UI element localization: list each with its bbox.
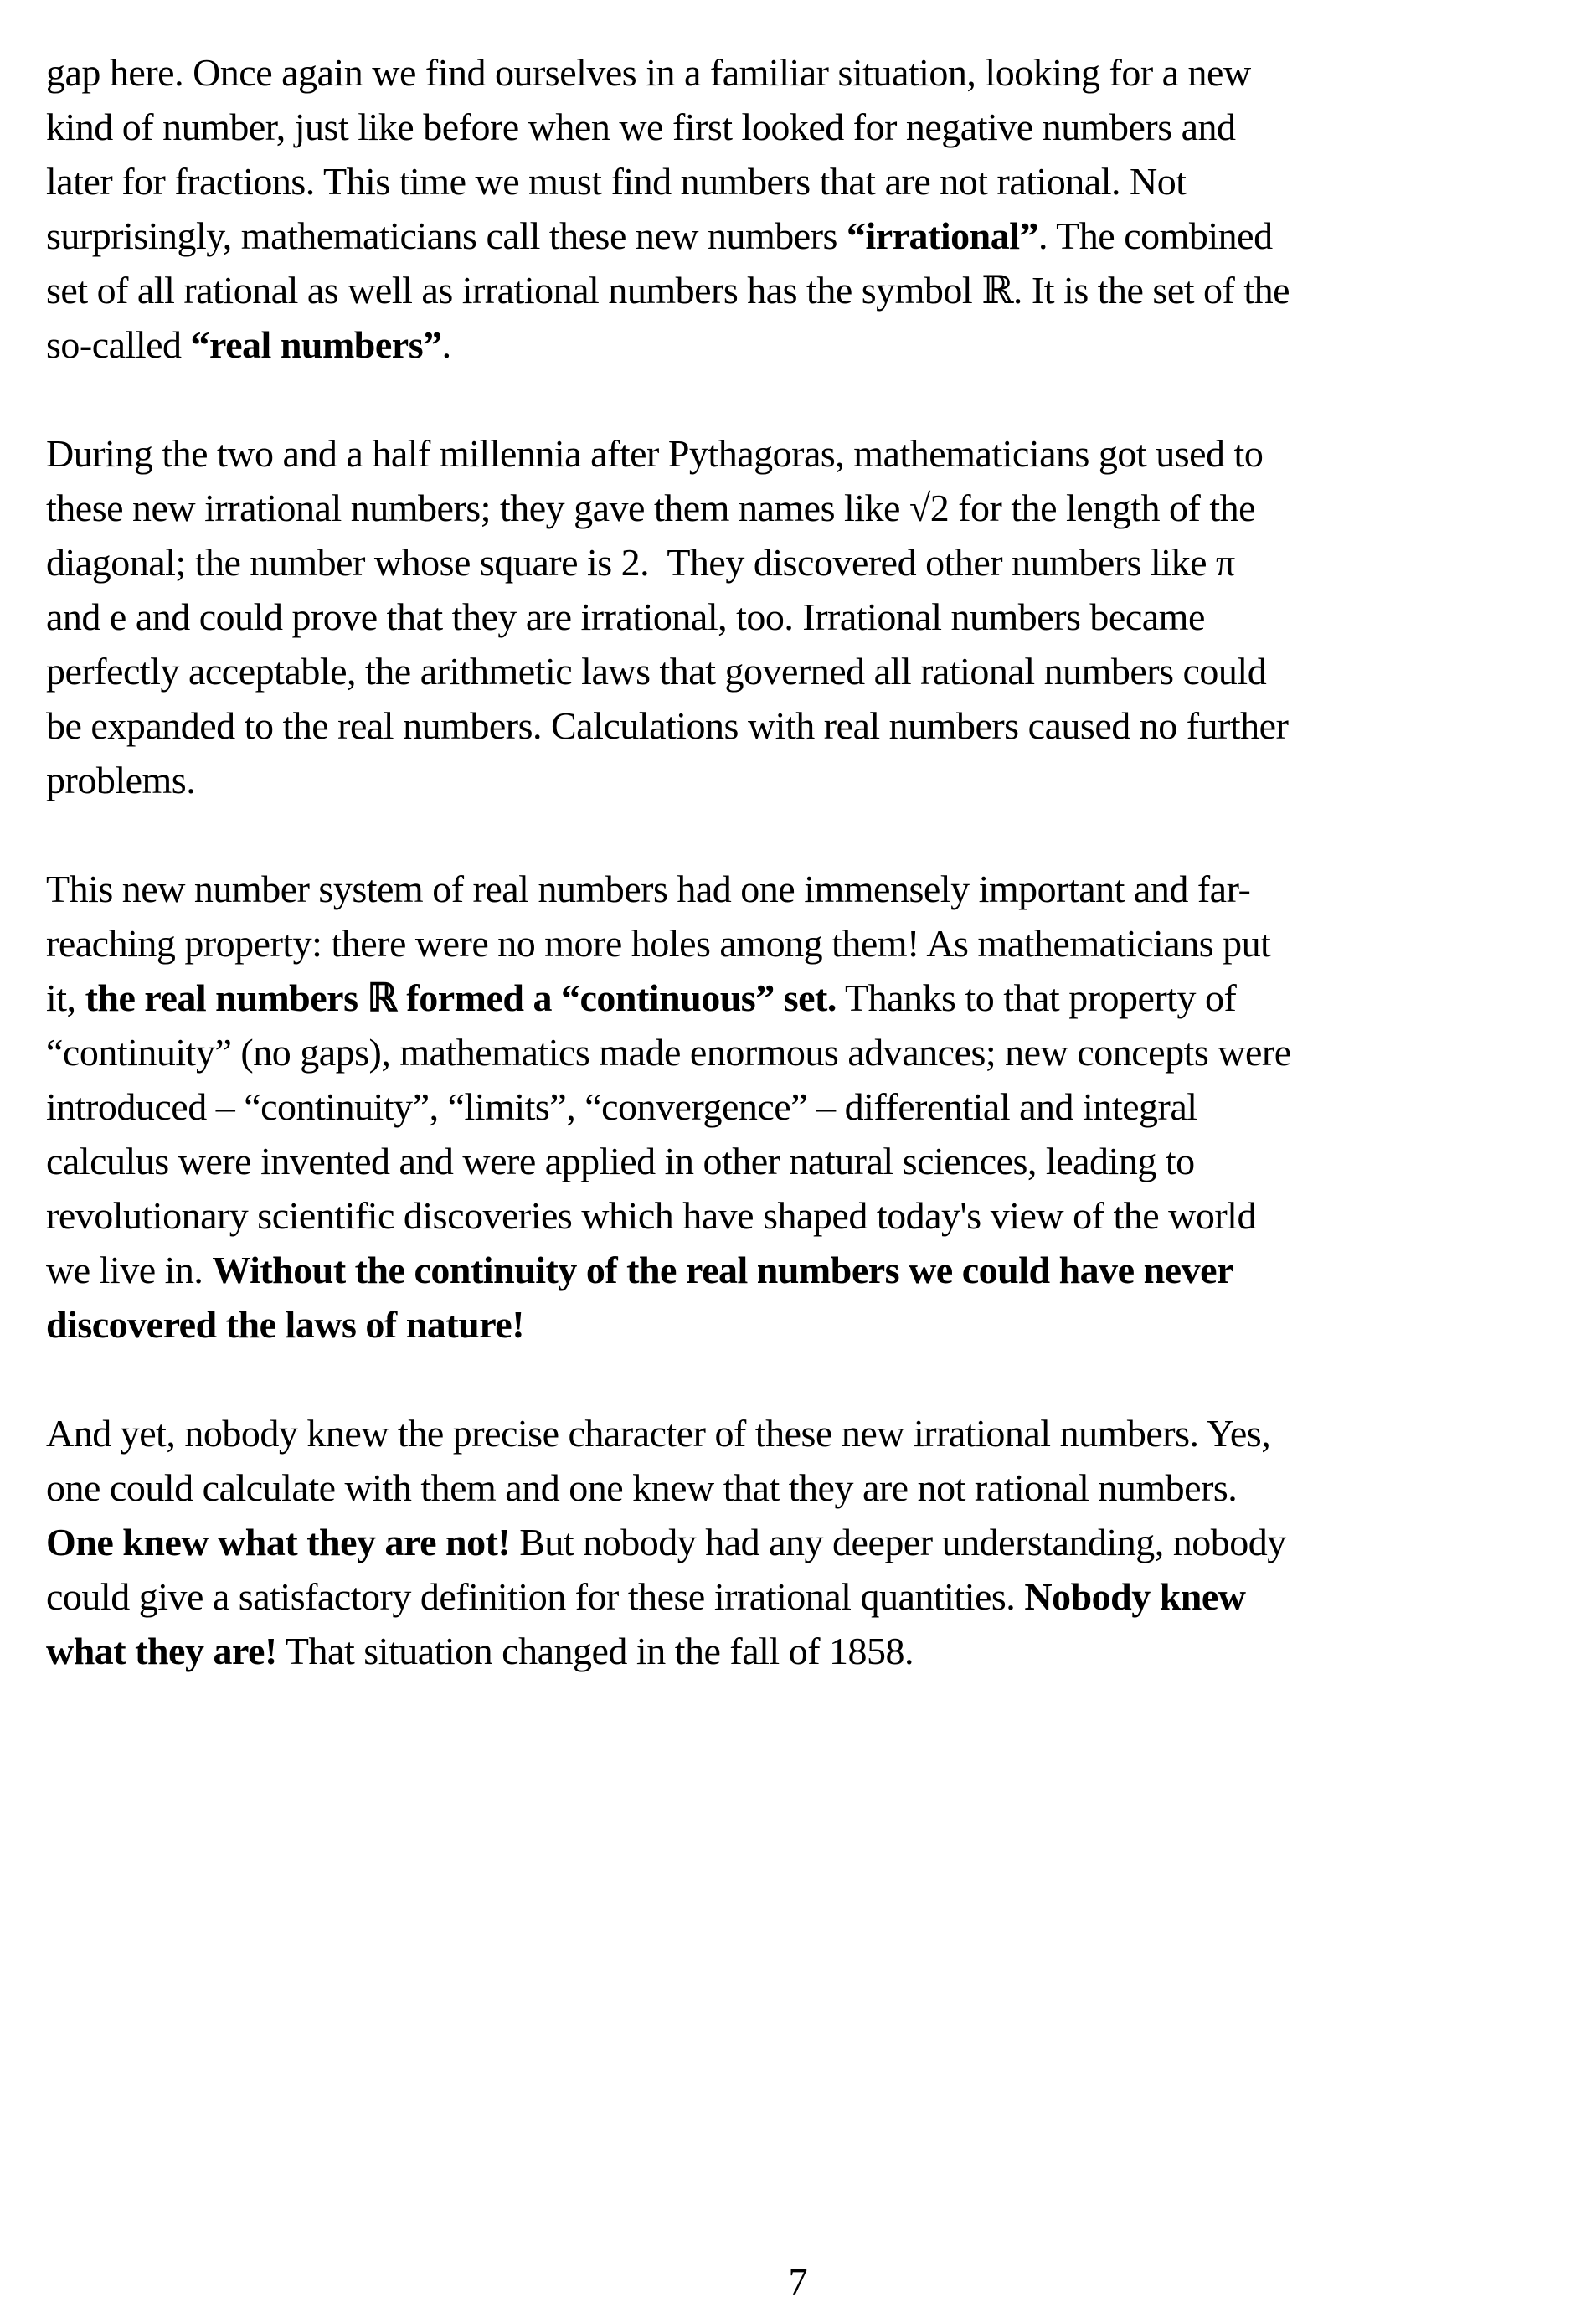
text-line: [46, 1134, 1566, 1188]
text-line: [46, 154, 1566, 209]
text-run: But nobody had any deeper understanding, nobody: [510, 1521, 1286, 1563]
text-run: later for fractions. This time we must find numbers that are not rational. Not: [46, 160, 1187, 203]
paragraph: [46, 1406, 1566, 1678]
bold-text-run: “irrational”: [846, 214, 1039, 257]
text-line: [46, 317, 1566, 372]
text-run: perfectly acceptable, the arithmetic laws that governed all rational numbers could: [46, 650, 1267, 693]
text-line: [46, 1297, 1566, 1352]
text-run: revolutionary scientific discoveries which have shaped today's view of the world: [46, 1194, 1256, 1237]
text-run: be expanded to the real numbers. Calculations with real numbers caused no further: [46, 704, 1289, 747]
text-line: [46, 971, 1566, 1025]
text-line: [46, 45, 1566, 100]
text-run: it,: [46, 976, 85, 1019]
bold-text-run: discovered the laws of nature!: [46, 1303, 525, 1346]
text-line: [46, 644, 1566, 698]
text-run: these new irrational numbers; they gave them names like √2 for the length of the: [46, 487, 1256, 529]
text-run: surprisingly, mathematicians call these new numbers: [46, 214, 847, 257]
text-line: [46, 1569, 1566, 1624]
text-run: kind of number, just like before when we first looked for negative numbers and: [46, 106, 1236, 148]
bold-text-run: One knew what they are not!: [46, 1521, 511, 1563]
text-line: [46, 1079, 1566, 1134]
text-line: [46, 1025, 1566, 1079]
text-line: [46, 1460, 1566, 1515]
text-run: we live in.: [46, 1249, 213, 1291]
text-line: [46, 426, 1566, 481]
text-line: [46, 263, 1566, 317]
text-run: And yet, nobody knew the precise character of these new irrational numbers. Yes,: [46, 1412, 1271, 1455]
text-run: one could calculate with them and one knew that they are not rational numbers.: [46, 1466, 1238, 1509]
text-line: [46, 590, 1566, 644]
text-line: [46, 862, 1566, 916]
text-run: Thanks to that property of: [836, 976, 1237, 1019]
text-run: diagonal; the number whose square is 2. They discovered other numbers like π: [46, 541, 1235, 584]
page-number: 7: [788, 2260, 808, 2303]
text-run: and e and could prove that they are irrational, too. Irrational numbers became: [46, 595, 1205, 638]
text-line: [46, 698, 1566, 753]
text-line: [46, 100, 1566, 154]
text-run: .: [441, 323, 451, 366]
paragraph: [46, 862, 1566, 1352]
text-run: During the two and a half millennia after Pythagoras, mathematicians got used to: [46, 432, 1264, 475]
text-line: [46, 1624, 1566, 1678]
text-run: calculus were invented and were applied in other natural sciences, leading to: [46, 1140, 1195, 1182]
text-run: introduced – “continuity”, “limits”, “convergence” – differential and integral: [46, 1085, 1197, 1128]
document-body: [46, 45, 1566, 1733]
bold-text-run: Nobody knew: [1024, 1575, 1246, 1618]
text-run: That situation changed in the fall of 1858.: [276, 1630, 914, 1672]
paragraph: [46, 45, 1566, 372]
text-run: “continuity” (no gaps), mathematics made enormous advances; new concepts were: [46, 1031, 1291, 1074]
bold-text-run: Without the continuity of the real numbers we could have never: [212, 1249, 1233, 1291]
text-run: set of all rational as well as irrational numbers has the symbol ℝ. It is the set of the: [46, 269, 1290, 312]
text-line: [46, 916, 1566, 971]
text-run: so-called: [46, 323, 191, 366]
text-line: [46, 209, 1566, 263]
text-line: [46, 753, 1566, 807]
text-line: [46, 1515, 1566, 1569]
text-run: This new number system of real numbers had one immensely important and far-: [46, 868, 1251, 910]
text-line: [46, 1243, 1566, 1297]
bold-text-run: the real numbers ℝ formed a “continuous” set.: [85, 976, 837, 1019]
text-line: [46, 535, 1566, 590]
text-line: [46, 481, 1566, 535]
paragraph: [46, 426, 1566, 807]
text-line: [46, 1188, 1566, 1243]
text-run: could give a satisfactory definition for these irrational quantities.: [46, 1575, 1025, 1618]
text-run: gap here. Once again we find ourselves in a familiar situation, looking for a new: [46, 51, 1251, 94]
text-line: [46, 1406, 1566, 1460]
bold-text-run: “real numbers”: [190, 323, 442, 366]
text-run: . The combined: [1038, 214, 1273, 257]
text-run: reaching property: there were no more holes among them! As mathematicians put: [46, 922, 1271, 965]
text-run: problems.: [46, 759, 196, 801]
bold-text-run: what they are!: [46, 1630, 277, 1672]
